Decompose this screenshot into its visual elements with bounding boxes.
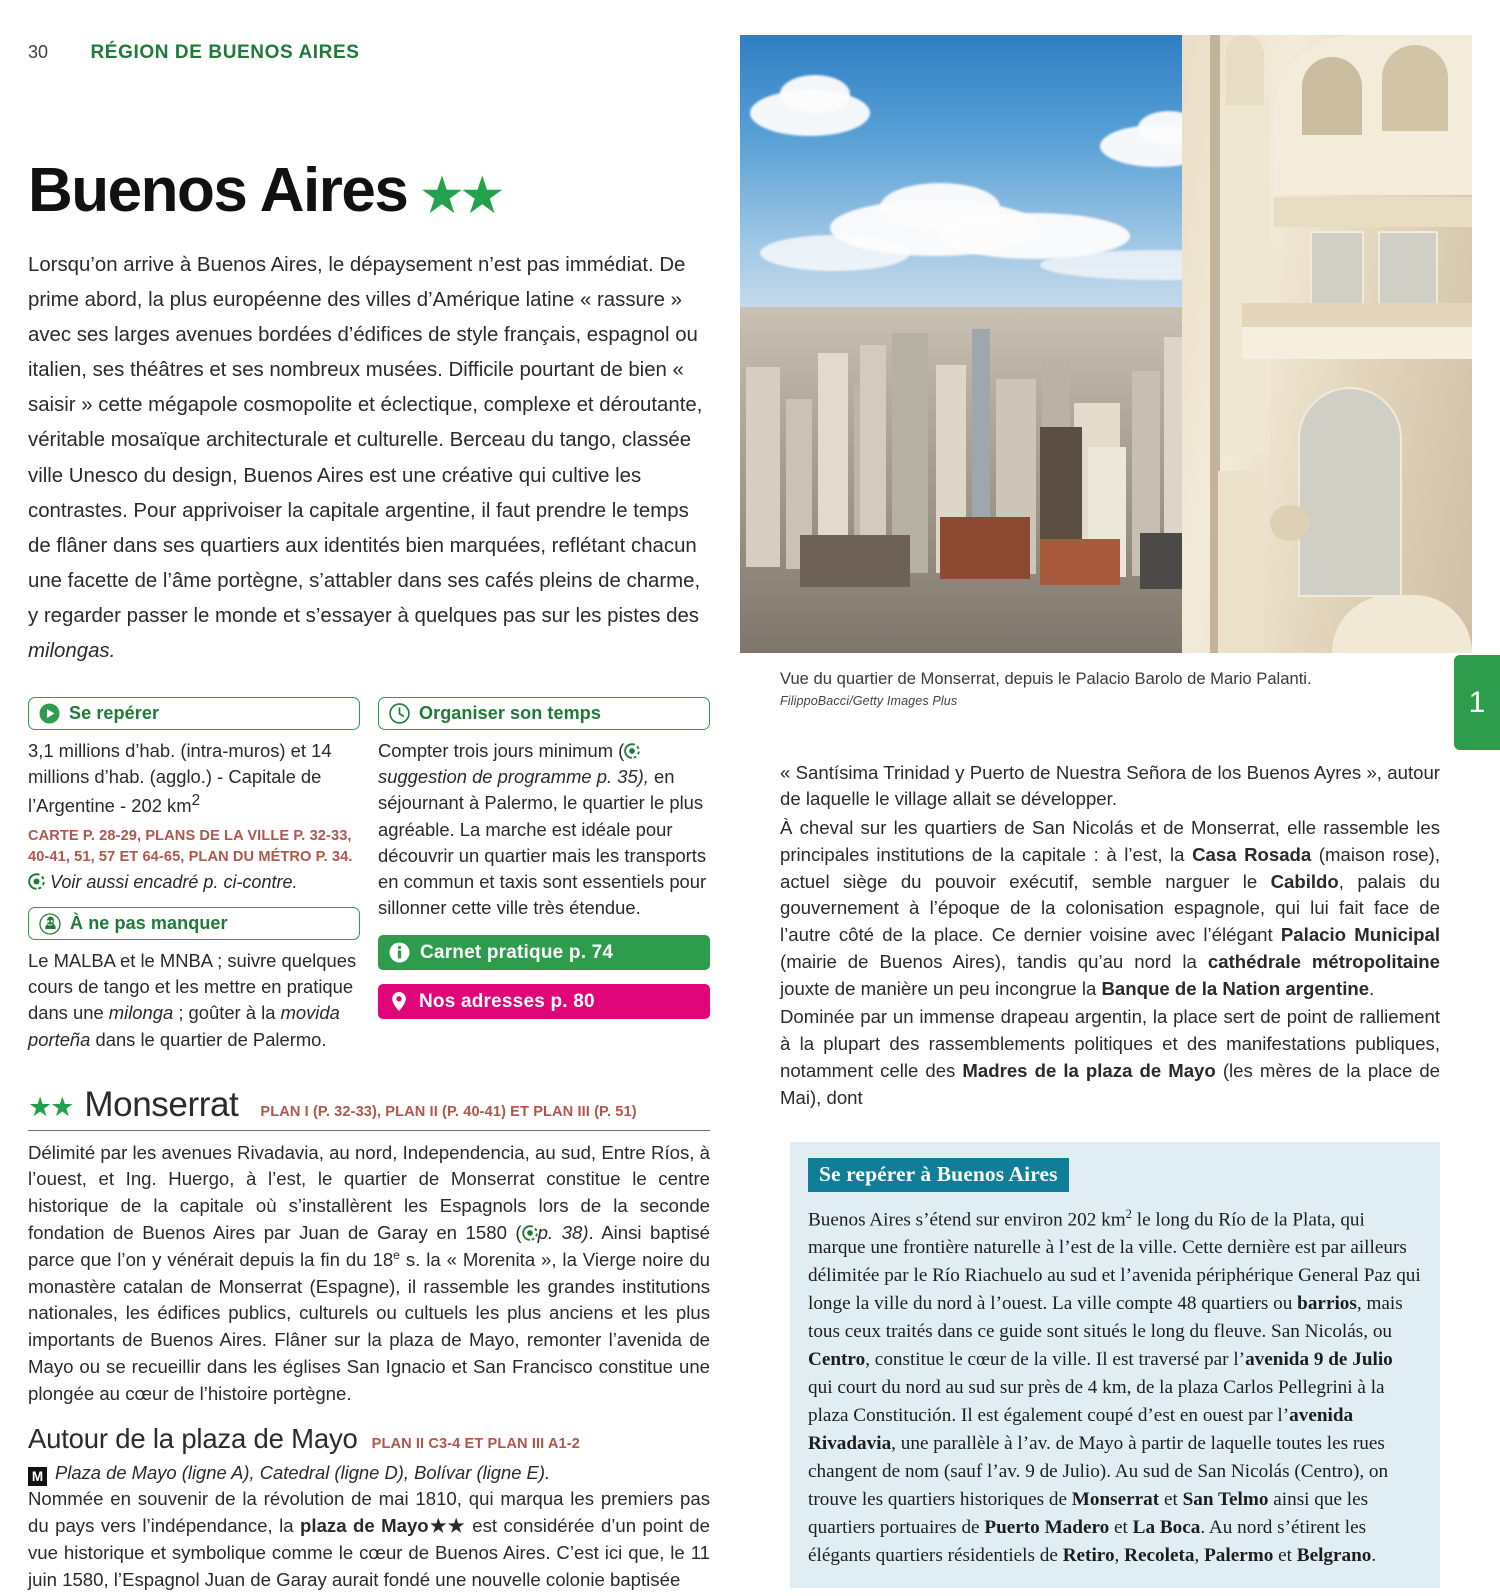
rc1: Dominée par un immense drapeau argentin, la place sert de point de ralliement à la plupart des rassemblements politiques et des manifestations publiques, notamment celle des bbox=[780, 1006, 1440, 1081]
section-monserrat bbox=[28, 1085, 710, 1408]
bb2: le long du Río de la Plata, qui marque une frontière naturelle à l’est de la ville. Cette dernière est par ailleurs délimitée par le Río Riachuelo au sud et l’avenida périphérique General Paz qui longe la ville du nord à l’ouest. La ville compte 48 quartiers ou bbox=[808, 1208, 1421, 1314]
anpm-it2: movida porteña bbox=[28, 1002, 340, 1050]
rb5: jouxte de manière un peu incongrue la bbox=[780, 977, 1102, 999]
page-title-text: Buenos Aires bbox=[28, 156, 408, 225]
intro-paragraph bbox=[28, 248, 710, 669]
rb-bold-banque-nation: Banque de la Nation argentine bbox=[1101, 977, 1370, 999]
mons-it: p. 38) bbox=[537, 1221, 589, 1243]
mons-a: Délimité par les avenues Rivadavia, au nord, Independencia, au sud, Entre Ríos, à l’ouest, et Ing. Huergo, à l’est, le quartier de Monserrat constitue le centre historique de la capitale où s’installèrent les Espagnols lors de la seconde fondation de Buenos Aires par Juan de Garay en 1580 ( bbox=[28, 1141, 710, 1243]
bb10: . Au nord s’étirent les élégants quartiers résidentiels de bbox=[808, 1517, 1367, 1567]
rc2: (les mères de la place de Mai), dont bbox=[780, 1059, 1441, 1108]
se-reperer-text bbox=[28, 738, 360, 820]
right-paragraph-2 bbox=[780, 815, 1440, 1002]
rb-bold-cathedrale: cathédrale métropolitaine bbox=[1207, 950, 1440, 972]
cta-carnet-label: Carnet pratique p. 74 bbox=[420, 941, 614, 963]
monserrat-paragraph bbox=[28, 1140, 710, 1408]
bb6: , une parallèle à l’av. de Mayo à partir de laquelle toutes les rues changent de nom (sauf l’av. 9 de Julio). Au sud de San Nicolás (Centro), on trouve les quartiers historiques de bbox=[808, 1433, 1389, 1511]
org-it: suggestion de programme p. 35), bbox=[378, 766, 649, 788]
intro-italic-tail: milongas. bbox=[28, 640, 116, 663]
anpm-c: dans le quartier de Palermo. bbox=[90, 1028, 327, 1050]
left-column bbox=[28, 156, 711, 1596]
bb-bold-9-de-julio: avenida 9 de Julio bbox=[1245, 1349, 1393, 1371]
panel-header-se-reperer bbox=[28, 697, 360, 730]
metro-line bbox=[28, 1462, 710, 1484]
right-paragraph-1: « Santísima Trinidad y Puerto de Nuestra Señora de los Buenos Ayres », autour de laquelle le village allait se développer. bbox=[780, 761, 1440, 810]
se-reperer-sup: 2 bbox=[191, 792, 201, 810]
clock-icon bbox=[389, 703, 410, 724]
cloud-shape bbox=[780, 75, 850, 113]
rb6: . bbox=[1369, 977, 1375, 999]
page-title bbox=[28, 156, 710, 225]
intro-text: Lorsqu’on arrive à Buenos Aires, le dépaysement n’est pas immédiat. De prime abord, la plus européenne des villes d’Amérique latine « rassure » avec ses larges avenues bordées d’édifices de style français, espagnol ou italien, ses théâtres et ses nombreux musées. Difficile pourtant de bien « saisir » cette mégapole cosmopolite et éclectique, complexe et déroutante, véritable mosaïque architecturale et culturelle. Berceau du tango, classée ville Unesco du design, Buenos Aires est une créative qui cultive les contrastes. Pour apprivoiser la capitale argentine, il faut prendre le temps de flâner dans ses quartiers aux identités bien marquées, reflétant chacun une facette de l’âme portègne, s’attabler dans ses cafés pleins de charme, y regarder passer le monde et s’essayer à quelques pas sur les pistes des bbox=[28, 254, 703, 627]
see-also-line bbox=[28, 870, 360, 895]
org-a: Compter trois jours minimum ( bbox=[378, 740, 625, 762]
bb1: Buenos Aires s’étend sur environ 202 km bbox=[808, 1208, 1126, 1230]
rb-bold-casa-rosada: Casa Rosada bbox=[1192, 843, 1312, 865]
cloud-shape bbox=[760, 235, 910, 271]
right-paragraph-3 bbox=[780, 1004, 1440, 1111]
see-also-text: Voir aussi encadré p. ci-contre. bbox=[50, 871, 298, 892]
photo-caption: Vue du quartier de Monserrat, depuis le Palacio Barolo de Mario Palanti. bbox=[780, 669, 1312, 688]
panel-label-organiser-son-temps: Organiser son temps bbox=[419, 703, 601, 724]
plaza-mayo-reference: PLAN II C3-4 ET PLAN III A1-2 bbox=[371, 1436, 580, 1453]
cta-carnet-pratique[interactable] bbox=[378, 935, 710, 970]
bb4: , constitue le cœur de la ville. Il est traversé par l’ bbox=[865, 1349, 1246, 1371]
page-number: 30 bbox=[28, 42, 49, 62]
bb7: et bbox=[1159, 1489, 1183, 1511]
panel-header-a-ne-pas-manquer bbox=[28, 907, 360, 940]
bb12: , bbox=[1194, 1545, 1205, 1567]
plaza-mayo-heading bbox=[28, 1423, 710, 1455]
photo-credit: FilippoBacci/Getty Images Plus bbox=[780, 693, 958, 708]
info-icon bbox=[389, 942, 410, 963]
metro-stations: Plaza de Mayo (ligne A), Catedral (ligne D), Bolívar (ligne E). bbox=[55, 1462, 551, 1484]
sidebar-box-title: Se repérer à Buenos Aires bbox=[808, 1158, 1069, 1192]
hero-photo bbox=[740, 35, 1472, 653]
bb3: , mais tous ceux traités dans ce guide sont situés le long du fleuve. San Nicolás, ou bbox=[808, 1293, 1403, 1343]
mons-c: s. la « Morenita », la Vierge noire du monastère catalan de Monserrat (Espagne), il rassemble les grandes institutions nationales, les édifices publics, culturels ou cultuels les plus anciens et les plus importants de Buenos Aires. Flâner sur la plaza de Mayo, remonter l’avenida de Mayo ou se recueillir dans les églises San Ignacio et San Francisco constitue une plongée au cœur de l’histoire portègne. bbox=[28, 1248, 711, 1404]
rb-bold-palacio-municipal: Palacio Municipal bbox=[1280, 924, 1440, 946]
bb9: et bbox=[1109, 1517, 1133, 1539]
se-reperer-reference: CARTE P. 28-29, PLANS DE LA VILLE P. 32-33, 40-41, 51, 57 ET 64-65, PLAN DU MÉTRO P. 34. bbox=[28, 827, 353, 865]
bb-bold-barrios: barrios bbox=[1297, 1293, 1357, 1314]
cta-nos-adresses[interactable] bbox=[378, 984, 710, 1019]
map-pin-icon bbox=[389, 991, 409, 1012]
se-reperer-body: 3,1 millions d’hab. (intra-muros) et 14 millions d’hab. (agglo.) - Capitale de l’Argentine - 202 km bbox=[28, 740, 332, 817]
rb2: (maison rose), actuel siège du pouvoir exécutif, semble narguer le bbox=[780, 843, 1440, 892]
right-column bbox=[740, 35, 1472, 1588]
anpm-it1: milonga bbox=[108, 1002, 174, 1024]
anpm-b: ; goûter à la bbox=[173, 1002, 281, 1024]
bb14: . bbox=[1371, 1545, 1377, 1567]
chapter-tab-number: 1 bbox=[1468, 685, 1486, 719]
photo-palacio-barolo bbox=[1182, 35, 1472, 653]
bb-bold-recoleta: Recoleta bbox=[1124, 1545, 1195, 1567]
pm-bold: plaza de Mayo★★ bbox=[300, 1515, 466, 1537]
mons-b: . Ainsi baptisé parce que l’on y vénérait depuis la fin du 18 bbox=[28, 1221, 711, 1270]
rb-bold-madres: Madres de la plaza de Mayo bbox=[962, 1059, 1216, 1081]
play-circle-icon bbox=[39, 703, 60, 724]
rb-bold-cabildo: Cabildo bbox=[1270, 870, 1339, 892]
plaza-mayo-paragraph bbox=[28, 1486, 710, 1593]
running-head bbox=[28, 42, 728, 70]
rb1: À cheval sur les quartiers de San Nicolás et de Monserrat, elle rassemble les principales institutions de la capitale : à l’est, la bbox=[780, 817, 1440, 865]
bb-bold-palermo: Palermo bbox=[1204, 1545, 1274, 1567]
title-stars: ★★ bbox=[421, 169, 502, 221]
bb-bold-monserrat: Monserrat bbox=[1071, 1489, 1160, 1511]
bb-bold-rivadavia: avenida Rivadavia bbox=[808, 1405, 1354, 1455]
panel-label-se-reperer: Se repérer bbox=[69, 703, 160, 724]
bb13: et bbox=[1273, 1545, 1297, 1567]
panel-column-left bbox=[28, 697, 360, 1055]
bb-bold-san-telmo: San Telmo bbox=[1182, 1489, 1269, 1511]
org-b: en séjournant à Palermo, le quartier le plus agréable. La marche est idéale pour découvrir un quartier mais les transports en commun et taxis sont essentiels pour sillonner cette ville très étendue. bbox=[378, 766, 707, 918]
mons-sup: e bbox=[393, 1247, 400, 1262]
panel-column-right bbox=[378, 697, 710, 1019]
bb11: , bbox=[1114, 1545, 1125, 1567]
compass-icon bbox=[522, 1225, 538, 1241]
metro-m-icon: M bbox=[28, 1467, 47, 1486]
compass-icon bbox=[624, 743, 640, 759]
monserrat-name: Monserrat bbox=[84, 1084, 239, 1124]
right-body-text bbox=[780, 760, 1440, 1112]
pm-a: Nommée en souvenir de la révolution de mai 1810, qui marqua les premiers pas du pays vers l’indépendance, la bbox=[28, 1488, 710, 1537]
sidebar-box-se-reperer bbox=[790, 1142, 1440, 1589]
section-title: RÉGION DE BUENOS AIRES bbox=[90, 42, 360, 63]
plaza-mayo-title: Autour de la plaza de Mayo bbox=[28, 1423, 358, 1455]
bb5: qui court du nord au sud sur près de 4 km, de la plaza Carlos Pellegrini à la plaza Constitución. Il est également coupé d’est en ouest par l’ bbox=[808, 1377, 1385, 1427]
panel-label-a-ne-pas-manquer: À ne pas manquer bbox=[70, 913, 228, 934]
bb-bold-la-boca: La Boca bbox=[1132, 1517, 1201, 1539]
sidebar-box-text bbox=[808, 1205, 1422, 1571]
cta-adresses-label: Nos adresses p. 80 bbox=[419, 990, 595, 1012]
compass-icon bbox=[28, 873, 45, 890]
bb-bold-centro: Centro bbox=[808, 1349, 866, 1371]
panel-header-organiser-son-temps bbox=[378, 697, 710, 730]
organiser-text bbox=[378, 738, 710, 921]
bb-bold-retiro: Retiro bbox=[1062, 1545, 1115, 1567]
section-divider bbox=[28, 1130, 710, 1131]
bb-sup: 2 bbox=[1125, 1206, 1132, 1221]
anpm-a: Le MALBA et le MNBA ; suivre quelques cours de tango et les mettre en pratique dans une bbox=[28, 950, 357, 1024]
monserrat-reference: PLAN I (P. 32-33), PLAN II (P. 40-41) ET PLAN III (P. 51) bbox=[260, 1103, 637, 1120]
info-panels bbox=[28, 697, 710, 1055]
a-ne-pas-manquer-text bbox=[28, 948, 360, 1053]
monserrat-stars: ★★ bbox=[28, 1091, 73, 1122]
bb8: ainsi que les quartiers portuaires de bbox=[808, 1489, 1369, 1539]
rb4: (mairie de Buenos Aires), tandis qu’au nord la bbox=[780, 950, 1208, 972]
bibendum-icon bbox=[39, 913, 61, 935]
bb-bold-belgrano: Belgrano bbox=[1296, 1545, 1372, 1567]
monserrat-heading bbox=[28, 1085, 710, 1125]
rb3: , palais du gouvernement à l’époque de la colonisation espagnole, qui lui fait face de l’autre côté de la place. Ce dernier voisine avec l’élégant bbox=[780, 870, 1440, 946]
pm-b: est considérée d’un point de vue historique et symbolique comme le cœur de Buenos Aires. C’est ici que, le 11 juin 1580, l’Espagnol Juan de Garay aurait fondé une nouvelle colonie baptisée bbox=[28, 1515, 710, 1590]
bb-bold-puerto-madero: Puerto Madero bbox=[984, 1517, 1110, 1539]
